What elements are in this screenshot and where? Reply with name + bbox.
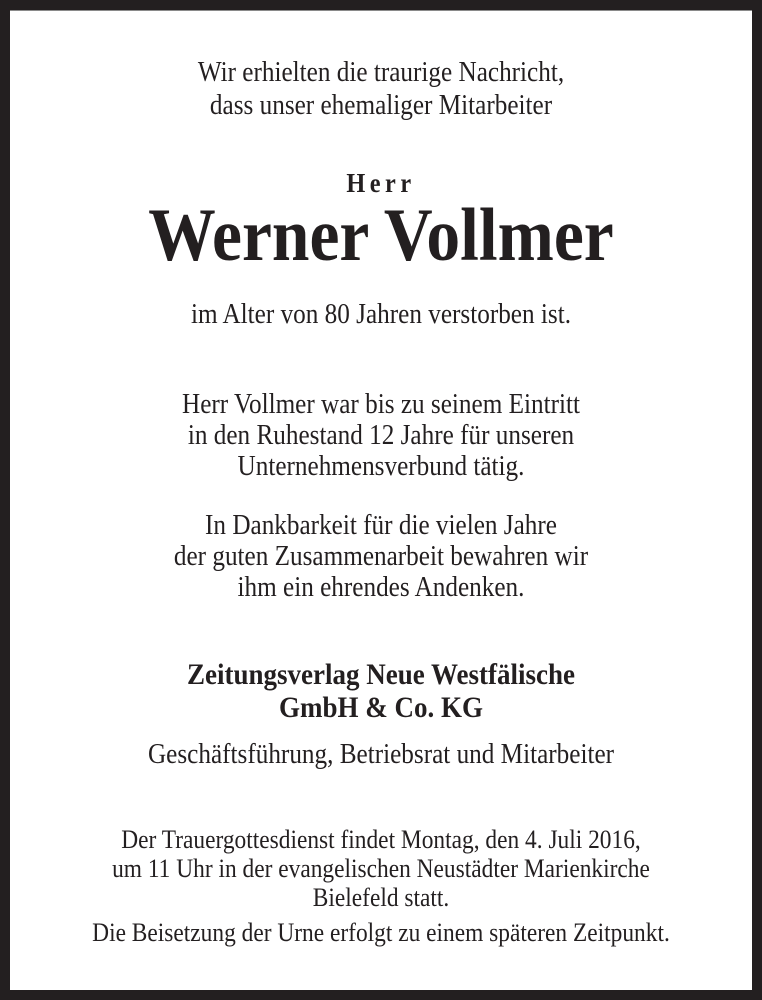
signatories: Geschäftsführung, Betriebsrat und Mitarbeiter — [147, 739, 615, 770]
company-name — [47, 658, 715, 724]
company-line: GmbH & Co. KG — [278, 691, 483, 724]
service-line: in den Ruhestand 12 Jahre für unseren — [187, 420, 575, 451]
age-statement: im Alter von 80 Jahren verstorben ist. — [190, 299, 572, 330]
gratitude-line: der guten Zusammenarbeit bewahren wir — [173, 541, 589, 572]
funeral-line: um 11 Uhr in der evangelischen Neustädter Marienkirche — [112, 854, 650, 883]
gratitude-line: In Dankbarkeit für die vielen Jahre — [205, 510, 557, 541]
intro-line: Wir erhielten die traurige Nachricht, — [197, 57, 565, 88]
gratitude-line: ihm ein ehrendes Andenken. — [237, 572, 525, 603]
funeral-line: Der Trauergottesdienst findet Montag, den 4. Juli 2016, — [121, 825, 641, 854]
intro-line: dass unser ehemaliger Mitarbeiter — [209, 90, 553, 121]
notice-content — [47, 10, 715, 990]
deceased-name: Werner Vollmer — [148, 194, 614, 277]
funeral-line: Bielefeld statt. — [312, 883, 450, 912]
service-line: Unternehmensverbund tätig. — [237, 451, 525, 482]
service-paragraph — [47, 389, 715, 482]
funeral-details — [47, 825, 715, 912]
burial-statement: Die Beisetzung der Urne erfolgt zu einem späteren Zeitpunkt. — [92, 918, 670, 947]
service-line: Herr Vollmer war bis zu seinem Eintritt — [182, 389, 580, 420]
intro-text — [47, 56, 715, 122]
company-line: Zeitungsverlag Neue Westfälische — [187, 658, 575, 691]
salutation: Herr — [346, 168, 416, 198]
gratitude-paragraph — [47, 510, 715, 603]
